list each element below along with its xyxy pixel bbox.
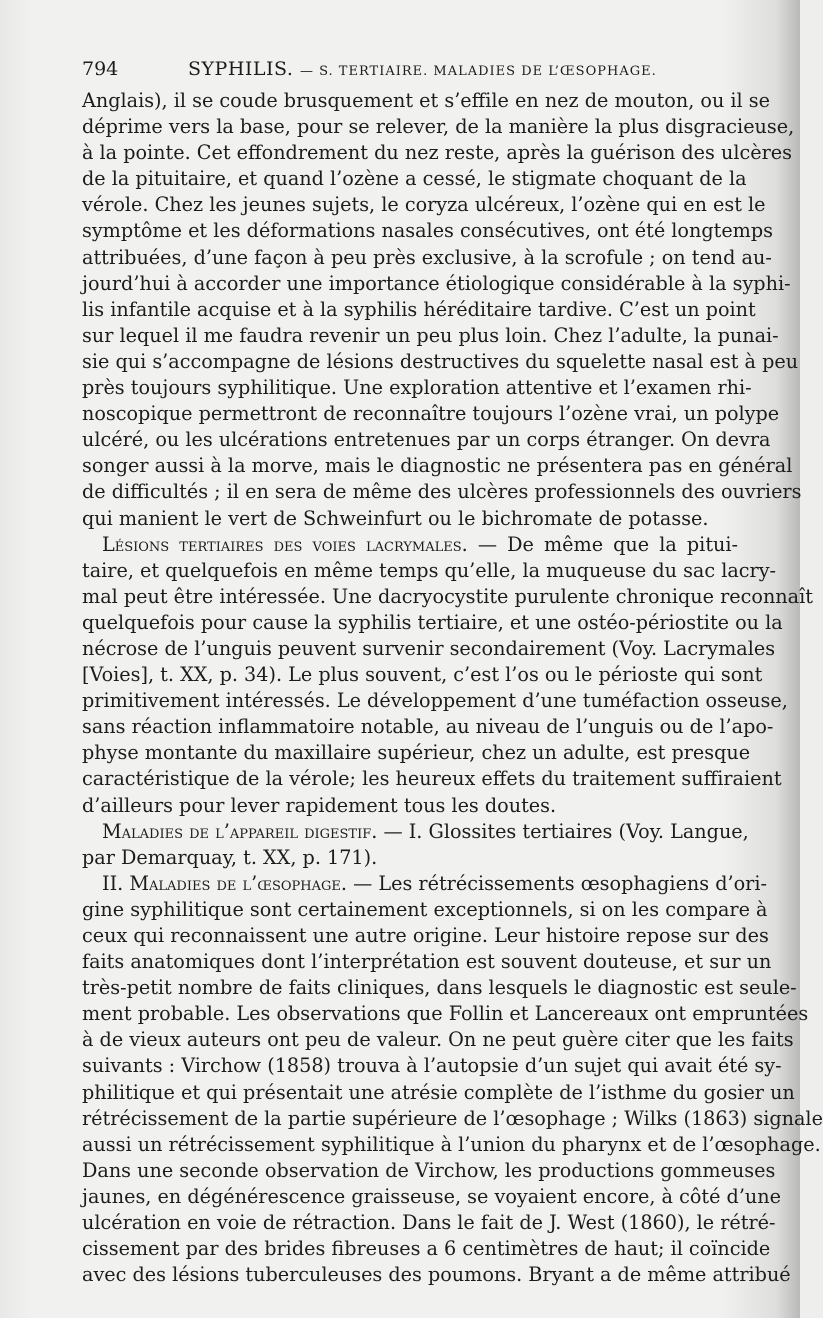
text-line: ulcéré, ou les ulcérations entretenues par un corps étranger. On devra [82, 428, 771, 452]
text-line: jaunes, en dégénérescence graisseuse, se voyaient encore, à côté d’une [82, 1184, 781, 1208]
text-line: suivants : Virchow (1858) trouva à l’autopsie d’un sujet qui avait été sy- [82, 1054, 782, 1078]
running-title-sub: — S. TERTIAIRE. MALADIES DE L’ŒSOPHAGE. [299, 64, 657, 79]
text-line: quelquefois pour cause la syphilis tertiaire, et une ostéo-périostite ou la [82, 610, 783, 634]
text-line: ulcération en voie de rétraction. Dans le fait de J. West (1860), le rétré- [82, 1211, 776, 1235]
text-line: par Demarquay, t. XX, p. 171). [82, 845, 378, 869]
text-line: attribuées, d’une façon à peu près exclusive, à la scrofule ; on tend au- [82, 245, 772, 269]
text-line: d’ailleurs pour lever rapidement tous les doutes. [82, 793, 557, 817]
text-line: noscopique permettront de reconnaître toujours l’ozène vrai, un polype [82, 402, 780, 426]
text-line: à de vieux auteurs ont peu de valeur. On ne peut guère citer que les faits [82, 1028, 794, 1052]
text-line: qui manient le vert de Schweinfurt ou le bichromate de potasse. [82, 506, 709, 530]
text-line: jourd’hui à accorder une importance étiologique considérable à la syphi- [82, 271, 791, 295]
text-line: à la pointe. Cet effondrement du nez reste, après la guérison des ulcères [82, 141, 792, 165]
text-line: Dans une seconde observation de Virchow, les productions gommeuses [82, 1158, 776, 1182]
page-number: 794 [82, 58, 119, 80]
text-line: philitique et qui présentait une atrésie complète de l’isthme du gosier un [82, 1080, 795, 1104]
text-line: [Voies], t. XX, p. 34). Le plus souvent, c’est l’os ou le périoste qui sont [82, 663, 763, 687]
text-line: près toujours syphilitique. Une exploration attentive et l’examen rhi- [82, 376, 752, 400]
text-line: sans réaction inflammatoire notable, au niveau de l’unguis ou de l’apo- [82, 715, 774, 739]
text-line: songer aussi à la morve, mais le diagnostic ne présentera pas en général [82, 454, 793, 478]
text-line: de difficultés ; il en sera de même des ulcères professionnels des ouvriers [82, 480, 802, 504]
text-line: vérole. Chez les jeunes sujets, le coryza ulcéreux, l’ozène qui en est le [82, 193, 766, 217]
text-line: physe montante du maxillaire supérieur, chez un adulte, est presque [82, 741, 751, 765]
text-line: ceux qui reconnaissent une autre origine. Leur histoire repose sur des [82, 924, 769, 947]
text-line: lis infantile acquise et à la syphilis héréditaire tardive. C’est un point [82, 297, 756, 321]
text-line: ment probable. Les observations que Follin et Lancereaux ont empruntées [82, 1002, 809, 1026]
text-line: faits anatomiques dont l’interprétation est souvent douteuse, et sur un [82, 950, 772, 974]
text-line: aussi un rétrécissement syphilitique à l’union du pharynx et de l’œsophage. [82, 1132, 821, 1156]
text-line: sur lequel il me faudra revenir un peu plus loin. Chez l’adulte, la punai- [82, 323, 779, 347]
text-line: déprime vers la base, pour se relever, de la manière la plus disgracieuse, [82, 115, 795, 139]
text-line: gine syphilitique sont certainement exceptionnels, si on les compare à [82, 897, 768, 921]
text-line: de la pituitaire, et quand l’ozène a cessé, le stigmate choquant de la [82, 167, 747, 191]
text-line: cissement par des brides fibreuses a 6 centimètres de haut; il coïncide [82, 1237, 771, 1261]
text-line: sie qui s’accompagne de lésions destructives du squelette nasal est à peu [82, 349, 799, 373]
body-text [82, 88, 823, 1288]
section-heading-oesophage: II. Maladies de l’œsophage. — Les rétrécissements œsophagiens d’ori- [102, 871, 767, 895]
text-line: taire, et quelquefois en même temps qu’elle, la muqueuse du sac lacry- [82, 558, 777, 582]
text-line: symptôme et les déformations nasales consécutives, ont été longtemps [82, 219, 774, 243]
text-line: primitivement intéressés. Le développement d’une tuméfaction osseuse, [82, 689, 788, 713]
text-line: rétrécissement de la partie supérieure de l’œsophage ; Wilks (1863) signale [82, 1106, 823, 1130]
section-heading-lacrymales: Lésions tertiaires des voies lacrymales. — De même que la pitui- [102, 532, 739, 556]
text-line: nécrose de l’unguis peuvent survenir secondairement (Voy. Lacrymales [82, 636, 776, 660]
running-title-main: SYPHILIS. [188, 58, 294, 80]
running-title [188, 58, 657, 80]
running-header [82, 58, 742, 86]
section-heading-digestif: Maladies de l’appareil digestif. — I. Glossites tertiaires (Voy. Langue, [102, 819, 749, 843]
text-line: très-petit nombre de faits cliniques, dans lesquels le diagnostic est seule- [82, 976, 797, 1000]
text-line: mal peut être intéressée. Une dacryocystite purulente chronique reconnaît [82, 584, 813, 608]
text-line: caractéristique de la vérole; les heureux effets du traitement suffiraient [82, 767, 782, 791]
text-line: Anglais), il se coude brusquement et s’effile en nez de mouton, ou il se [82, 89, 770, 112]
text-line: avec des lésions tuberculeuses des poumons. Bryant a de même attribué [82, 1263, 791, 1287]
